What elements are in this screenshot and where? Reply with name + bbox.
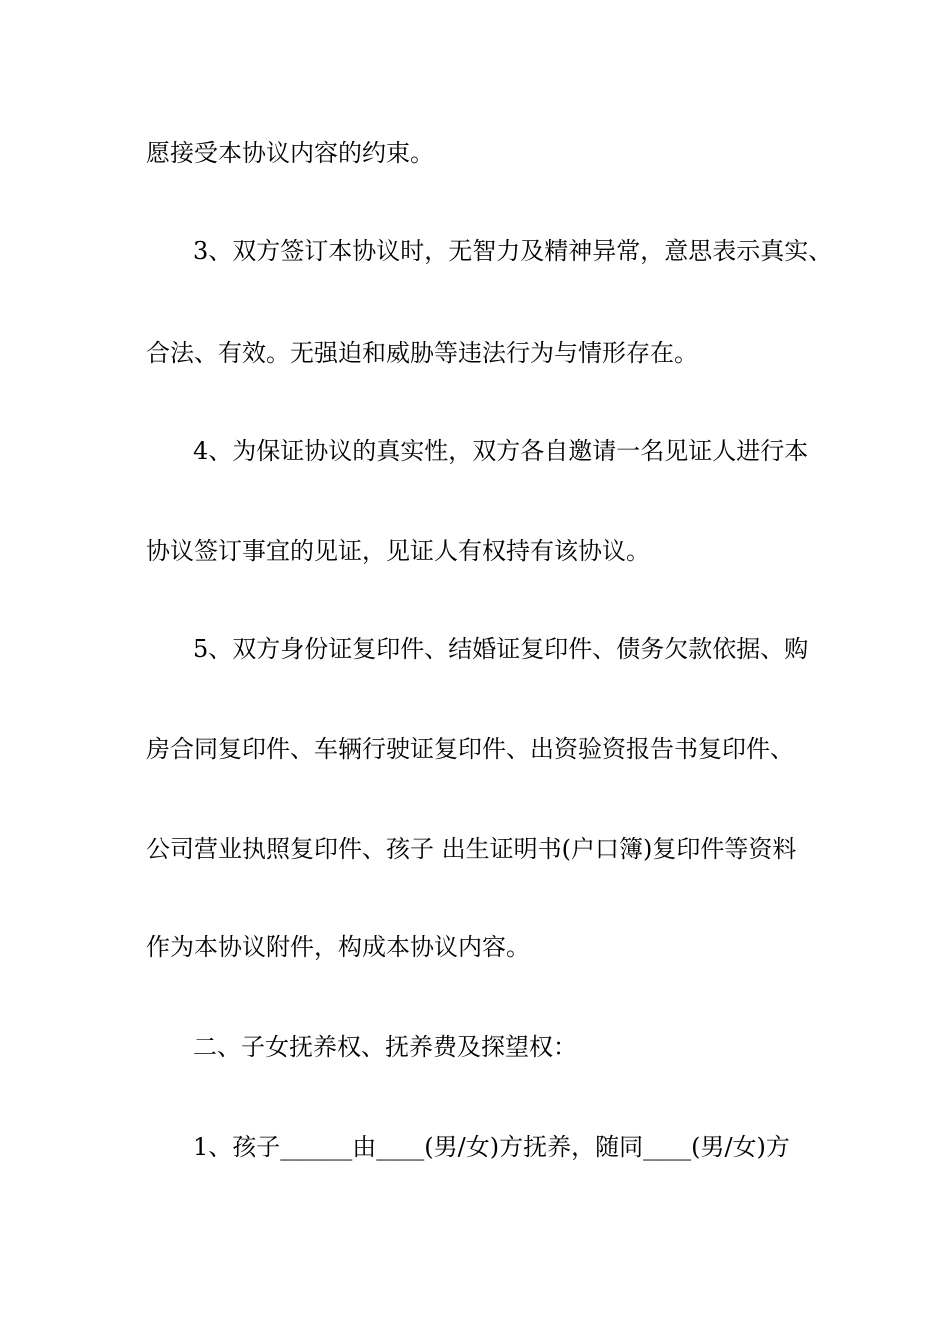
paragraph-line: 公司营业执照复印件、孩子 出生证明书(户口簿)复印件等资料 — [146, 835, 797, 863]
paragraph-line: 房合同复印件、车辆行驶证复印件、出资验资报告书复印件、 — [146, 735, 794, 763]
paragraph-line: 5、双方身份证复印件、结婚证复印件、债务欠款依据、购 — [193, 635, 809, 663]
paragraph-line: 作为本协议附件，构成本协议内容。 — [146, 933, 530, 961]
paragraph-line: 愿接受本协议内容的约束。 — [146, 139, 434, 167]
section-heading: 二、子女抚养权、抚养费及探望权： — [193, 1033, 577, 1061]
paragraph-line: 1、孩子______由____(男/女)方抚养，随同____(男/女)方 — [193, 1133, 790, 1161]
paragraph-line: 3、双方签订本协议时，无智力及精神异常，意思表示真实、 — [193, 237, 833, 265]
paragraph-line: 合法、有效。无强迫和威胁等违法行为与情形存在。 — [146, 339, 698, 367]
paragraph-line: 协议签订事宜的见证，见证人有权持有该协议。 — [146, 537, 650, 565]
paragraph-line: 4、为保证协议的真实性，双方各自邀请一名见证人进行本 — [193, 437, 809, 465]
